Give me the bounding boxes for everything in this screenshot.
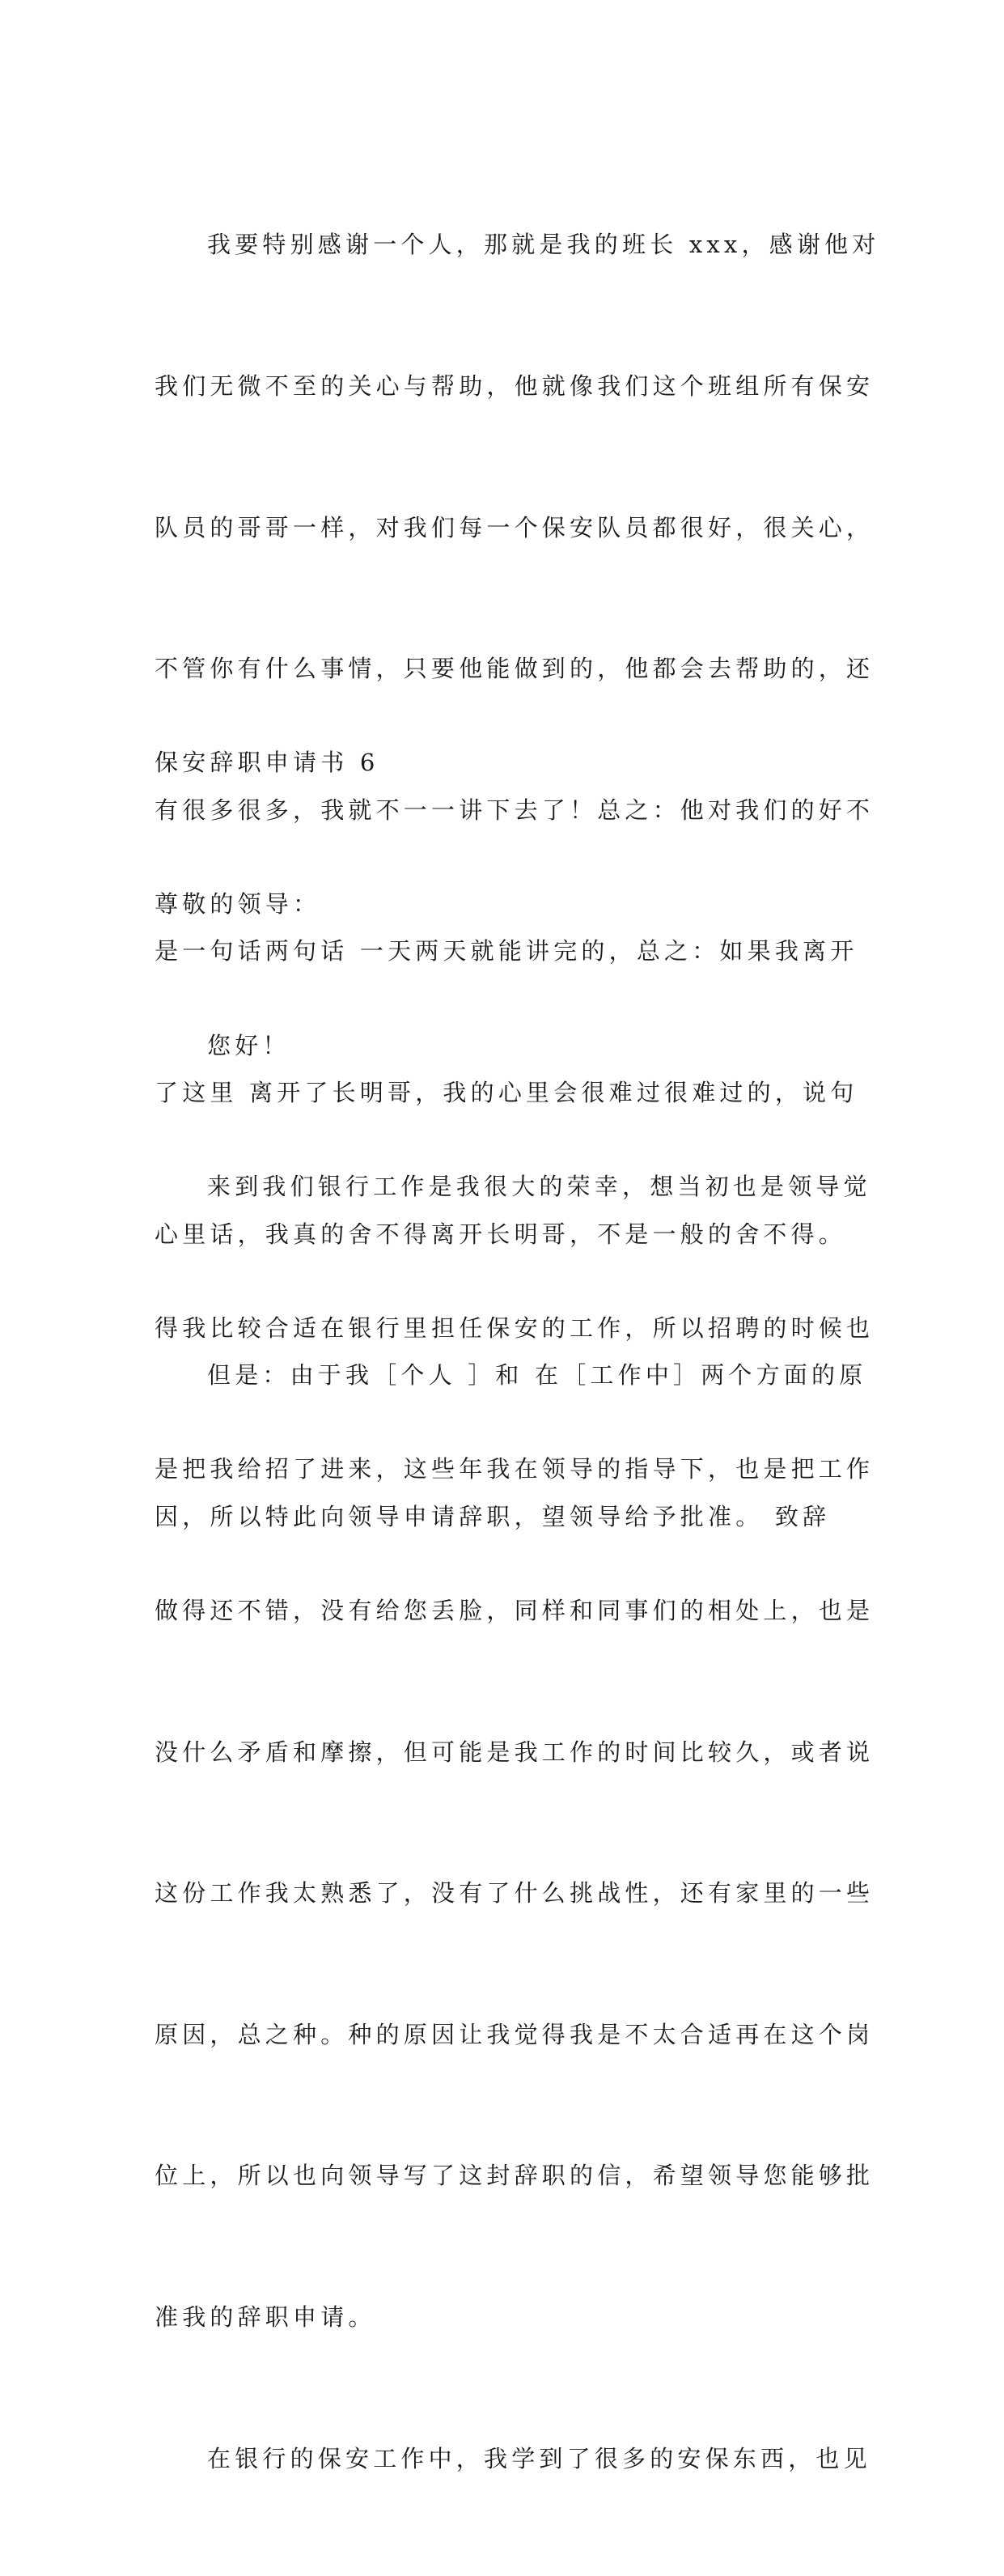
paragraph-line: 来到我们银行工作是我很大的荣幸，想当初也是领导觉: [207, 1173, 871, 1201]
resignation-letter-6: [155, 645, 875, 2576]
paragraph-line: 不管你有什么事情，只要他能做到的，他都会去帮助的，还: [155, 655, 875, 683]
paragraph-line: 但是：由于我［个人 ］和 在［工作中］两个方面的原: [207, 1361, 867, 1390]
paragraph-line: 心里话，我真的舍不得离开长明哥，不是一般的舍不得。: [155, 1220, 847, 1248]
paragraph-line: 原因，总之种。种的原因让我觉得我是不太合适再在这个岗: [155, 2020, 875, 2048]
paragraph-line: 了这里 离开了长明哥，我的心里会很难过很难过的，说句: [155, 1078, 858, 1106]
letter-title: 保安辞职申请书 6: [155, 749, 379, 777]
paragraph-line: 在银行的保安工作中，我学到了很多的安保东西，也见: [207, 2444, 871, 2472]
paragraph-line: 有很多很多，我就不一一讲下去了！总之：他对我们的好不: [155, 796, 875, 824]
paragraph-line: 我们无微不至的关心与帮助，他就像我们这个班组所有保安: [155, 372, 875, 400]
paragraph-line: 我要特别感谢一个人，那就是我的班长 xxx，感谢他对: [207, 231, 880, 259]
paragraph-line: 准我的辞职申请。: [155, 2302, 376, 2331]
paragraph-line: 是把我给招了进来，这些年我在领导的指导下，也是把工作: [155, 1455, 875, 1483]
paragraph-line: 没什么矛盾和摩擦，但可能是我工作的时间比较久，或者说: [155, 1738, 875, 1766]
paragraph-line: 这份工作我太熟悉了，没有了什么挑战性，还有家里的一些: [155, 1879, 875, 1908]
paragraph-line: 做得还不错，没有给您丢脸，同样和同事们的相处上，也是: [155, 1596, 875, 1624]
paragraph-line: 是一句话两句话 一天两天就能讲完的，总之：如果我离开: [155, 937, 858, 965]
greeting: 您好！: [207, 1031, 290, 1059]
paragraph-line: 因，所以特此向领导申请辞职，望领导给予批准。 致辞: [155, 1502, 831, 1530]
paragraph-line: 位上，所以也向领导写了这封辞职的信，希望领导您能够批: [155, 2162, 875, 2190]
salutation: 尊敬的领导：: [155, 890, 321, 918]
paragraph-line: 得我比较合适在银行里担任保安的工作，所以招聘的时候也: [155, 1313, 875, 1342]
paragraph-line: 队员的哥哥一样，对我们每一个保安队员都很好，很关心，: [155, 513, 875, 541]
